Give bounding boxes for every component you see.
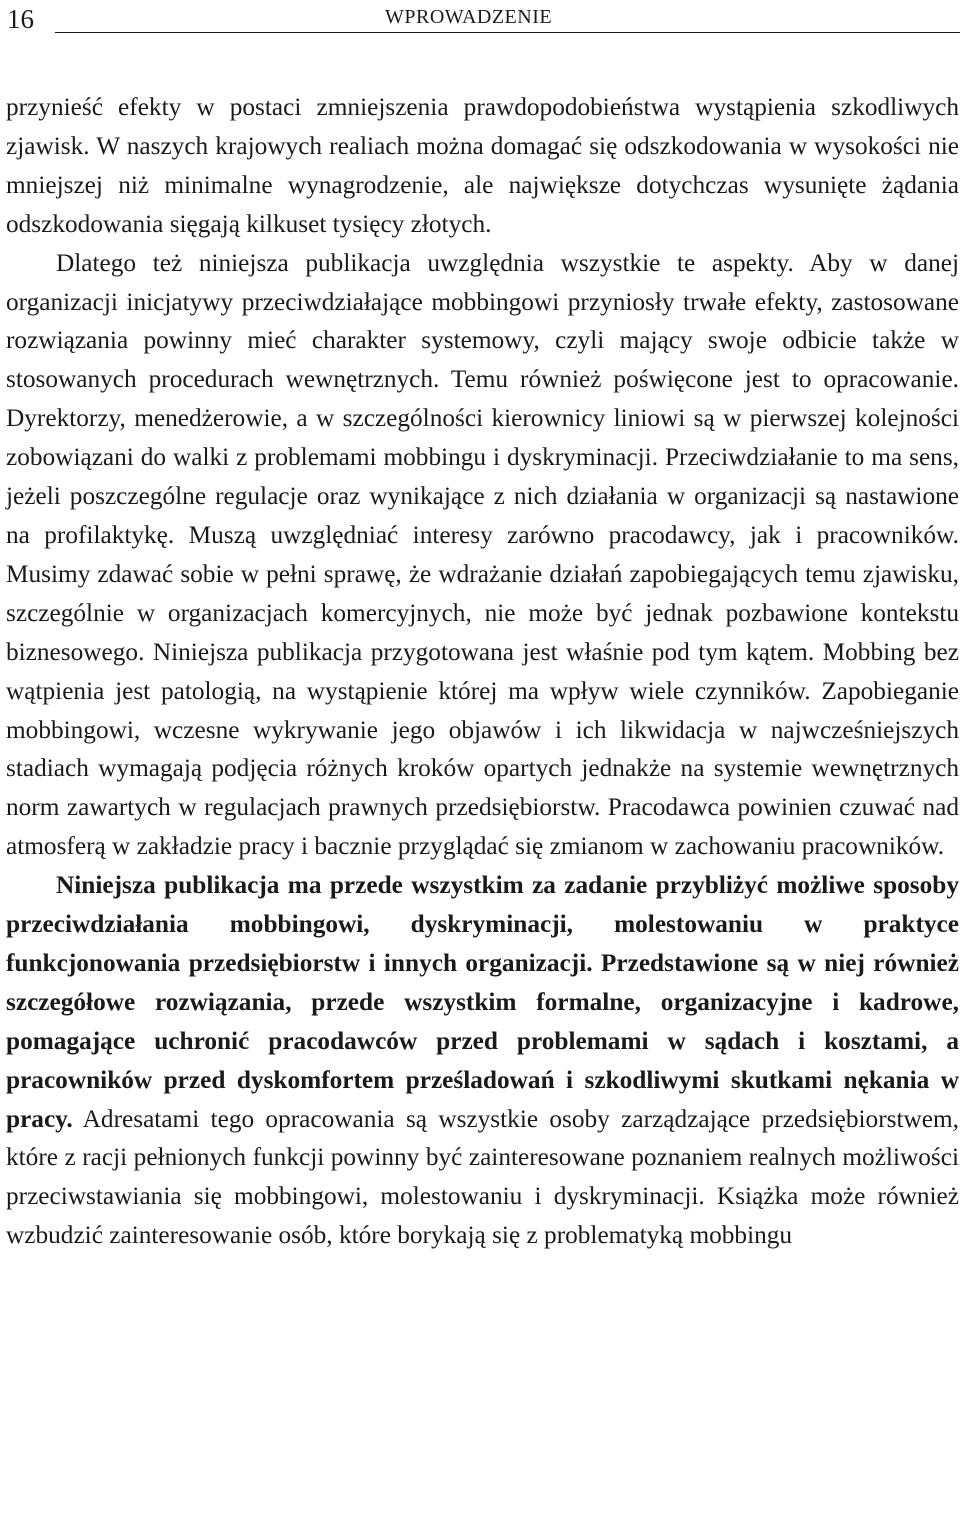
paragraph-3: [6, 866, 959, 1255]
paragraph-2: Dlatego też niniejsza publikacja uwzględnia wszystkie te aspekty. Aby w danej organizacji inicjatywy przeciwdziałające mobbingowi przyniosły trwałe efekty, zastosowane rozwiązania powinny mieć charakter systemowy, czyli mający swoje odbicie także w stosowanych procedurach wewnętrznych. Temu również poświęcone jest to opracowanie. Dyrektorzy, menedżerowie, a w szczególności kierownicy liniowi są w pierwszej kolejności zobowiązani do walki z problemami mobbingu i dyskryminacji. Przeciwdziałanie to ma sens, jeżeli poszczególne regulacje oraz wynikające z nich działania w organizacji są nastawione na profilaktykę. Muszą uwzględniać interesy zarówno pracodawcy, jak i pracowników. Musimy zdawać sobie w pełni sprawę, że wdrażanie działań zapobiegających temu zjawisku, szczególnie w organizacjach komercyjnych, nie może być jednak pozbawione kontekstu biznesowego. Niniejsza publikacja przygotowana jest właśnie pod tym kątem. Mobbing bez wątpienia jest patologią, na wystąpienie której ma wpływ wiele czynników. Zapobieganie mobbingowi, wczesne wykrywanie jego objawów i ich likwidacja w najwcześniejszych stadiach wymagają podjęcia różnych kroków opartych jednakże na systemie wewnętrznych norm zawartych w regulacjach prawnych przedsiębiorstw. Pracodawca powinien czuwać nad atmosferą w zakładzie pracy i bacznie przyglądać się zmianom w zachowaniu pracowników.: [6, 248, 959, 861]
paragraph-3-bold-run: Niniejsza publikacja ma przede wszystkim za zadanie przybliżyć możliwe sposoby przeciwdziałania mobbingowi, dyskryminacji, molestowaniu w praktyce funkcjonowania przedsiębiorstw i innych organizacji. Przedstawione są w niej również szczegółowe rozwiązania, przede wszystkim formalne, organizacyjne i kadrowe, pomagające uchronić pracodawców przed problemami w sądach i kosztami, a pracowników przed dyskomfortem prześladowań i szkodliwymi skutkami nękania w pracy.: [6, 871, 959, 1133]
paragraph-1: przynieść efekty w postaci zmniejszenia prawdopodobieństwa wystąpienia szkodliwych zjawisk. W naszych krajowych realiach można domagać się odszkodowania w wysokości nie mniejszej niż minimalne wynagrodzenie, ale największe dotychczas wysunięte żądania odszkodowania sięgają kilkuset tysięcy złotych.: [6, 93, 959, 238]
header-rule: [55, 32, 960, 33]
running-head: WPROWADZENIE: [385, 6, 553, 28]
body-text: [6, 88, 959, 1255]
paragraph-3-rest: Adresatami tego opracowania są wszystkie osoby zarządzające przedsiębiorstwem, które z racji pełnionych funkcji powinny być zainteresowane poznaniem realnych możliwości przeciwstawiania się mobbingowi, molestowaniu i dyskryminacji. Książka może również wzbudzić zainteresowanie osób, które borykają się z problematyką mobbingu: [6, 1104, 959, 1250]
page-number: 16: [7, 4, 34, 34]
page-header: [5, 2, 960, 36]
